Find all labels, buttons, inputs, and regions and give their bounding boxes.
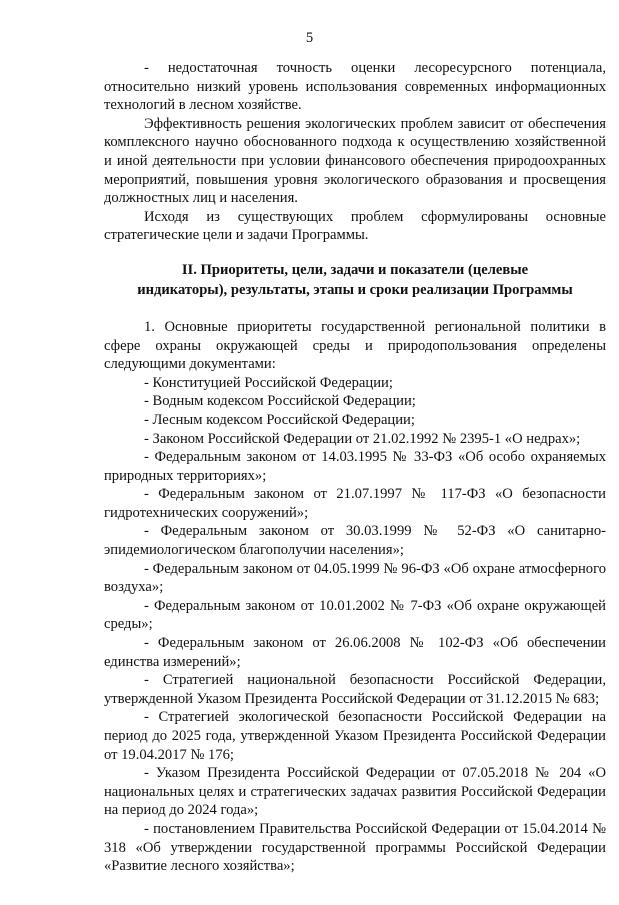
- list-item: - Указом Президента Российской Федерации от 07.05.2018 № 204 «О национальных целях и стратегических задачах развития Российской Федерации на период до 2024 года»;: [104, 765, 606, 819]
- paragraph-problem: - недостаточная точность оценки лесоресурсного потенциала, относительно низкий уровень использования современных информационных технологий в лесном хозяйстве.: [104, 60, 606, 114]
- list-item: - Федеральным законом от 26.06.2008 № 102-ФЗ «Об обеспечении единства измерений»;: [104, 635, 606, 670]
- section-heading: [104, 260, 606, 300]
- list-item: - Законом Российской Федерации от 21.02.1992 № 2395-1 «О недрах»;: [144, 430, 581, 447]
- list-item: - Лесным кодексом Российской Федерации;: [144, 411, 415, 428]
- paragraph-intro: 1. Основные приоритеты государственной региональной политики в сфере охраны окружающей среды и природопользования определены следующими документами:: [104, 318, 606, 373]
- section-heading-line1: II. Приоритеты, цели, задачи и показатели (целевые: [181, 261, 529, 278]
- list-item: - Федеральным законом от 14.03.1995 № 33-ФЗ «Об особо охраняемых природных территориях»;: [104, 449, 606, 484]
- section-heading-line2: индикаторы), результаты, этапы и сроки реализации Программы: [137, 281, 573, 298]
- page-number: 5: [305, 30, 314, 46]
- list-item: - постановлением Правительства Российской Федерации от 15.04.2014 № 318 «Об утверждении государственной программы Российской Федерации «Развитие лесного хозяйства»;: [104, 820, 606, 875]
- list-item: - Конституцией Российской Федерации;: [144, 374, 393, 391]
- list-item: - Водным кодексом Российской Федерации;: [144, 393, 416, 410]
- list-item: - Федеральным законом от 21.07.1997 № 117-ФЗ «О безопасности гидротехнических сооружений»;: [104, 486, 606, 521]
- list-item: - Федеральным законом от 30.03.1999 № 52-ФЗ «О санитарно-эпидемиологическом благополучии населения»;: [104, 523, 606, 559]
- list-item: - Федеральным законом от 04.05.1999 № 96-ФЗ «Об охране атмосферного воздуха»;: [104, 560, 606, 596]
- list-item: - Федеральным законом от 10.01.2002 № 7-ФЗ «Об охране окружающей среды»;: [104, 597, 606, 633]
- list-item: - Стратегией экологической безопасности Российской Федерации на период до 2025 года, утвержденной Указом Президента Российской Федерации от 19.04.2017 № 176;: [104, 709, 606, 763]
- list-item: - Стратегией национальной безопасности Российской Федерации, утвержденной Указом Президента Российской Федерации от 31.12.2015 № 683;: [104, 672, 606, 707]
- paragraph-goals: Исходя из существующих проблем сформулированы основные стратегические цели и задачи Программы.: [104, 208, 606, 244]
- paragraph-effectiveness: Эффективность решения экологических проблем зависит от обеспечения комплексного научно обоснованного подхода к осуществлению хозяйственной и иной деятельности при условии финансового обеспечения природоохранных мероприятий, повышения уровня экологического образования и просвещения должностных лиц и населения.: [104, 115, 606, 207]
- document-body: [104, 59, 606, 876]
- documents-list: [104, 374, 606, 876]
